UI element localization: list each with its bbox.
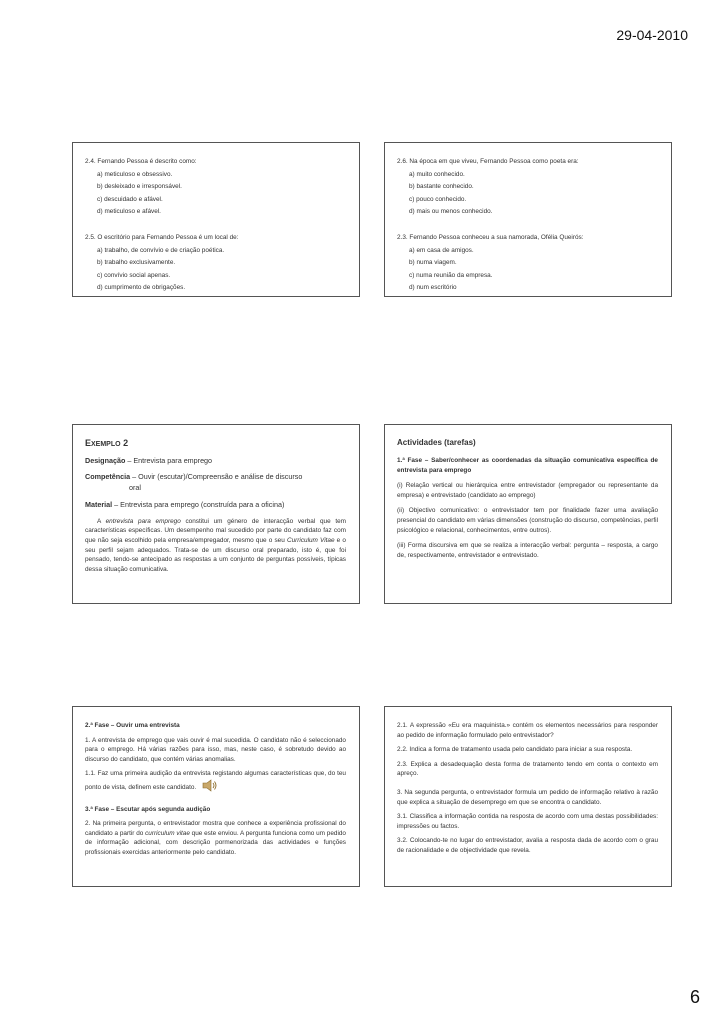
item-iii: (iii) Forma discursiva em que se realiza a interacção verbal: pergunta – resposta, a cargo de, respectivamente, entrevistador e entrevistado. <box>397 542 658 559</box>
option-b: b) numa viagem. <box>409 259 457 267</box>
item-i: (i) Relação vertical ou hierárquica entre entrevistador (empregador ou representante da empresa) e entrevistado (candidato ao emprego) <box>397 482 658 499</box>
description-paragraph: A entrevista para emprego constitui um género de interacção verbal que tem características específicas. Um desempenho mal sucedido por parte do candidato faz com que não seja escolhido pela empresa/empregador, mesmo que o seu Curriculum Vitae e o seu perfil sejam adequados. Trata-se de um discurso oral preparado, isto é, que foi pensado, tendo-se antecipado as respostas a um conjunto de perguntas possíveis, típicas dessa situação comunicativa. <box>85 517 346 573</box>
designacao-line: Designação – Entrevista para emprego <box>85 455 213 465</box>
option-c: c) pouco conhecido. <box>409 195 467 203</box>
question-2-4 <box>85 157 359 217</box>
question-2-2: 2.2. Indica a forma de tratamento usada pelo candidato para iniciar a sua resposta. <box>397 746 633 754</box>
option-b: b) desleixado e irresponsável. <box>97 183 182 191</box>
speaker-icon[interactable] <box>202 779 218 796</box>
phase-3-heading: 3.ª Fase – Escutar após segunda audição <box>85 805 211 813</box>
competencia-line: Competência – Ouvir (escutar)/Compreensão e análise de discurso oral <box>85 472 303 493</box>
option-c: c) descuidado e afável. <box>97 195 163 203</box>
option-a: a) muito conhecido. <box>409 170 465 178</box>
slide-questions-2-4-2-5 <box>72 142 360 297</box>
question-3-1: 3.1. Classifica a informação contida na resposta de acordo com uma destas possibilidades: impressões ou factos. <box>397 813 658 830</box>
material-line: Material – Entrevista para emprego (construída para a oficina) <box>85 499 285 509</box>
paragraph-1-1: 1.1. Faz uma primeira audição da entrevista registando algumas características que, do teu ponto de vista, definem este candidato. <box>85 769 346 795</box>
slide-questions-2-1-3-2 <box>384 706 672 887</box>
option-a: a) trabalho, de convívio e de criação poética. <box>97 246 225 254</box>
page-number: 6 <box>689 987 700 1007</box>
question-title: 2.3. Fernando Pessoa conheceu a sua namorada, Ofélia Queirós: <box>397 234 584 242</box>
option-a: a) em casa de amigos. <box>409 246 474 254</box>
option-b: b) trabalho exclusivamente. <box>97 259 176 267</box>
phase-1-heading: 1.ª Fase – Saber/conhecer as coordenadas da situação comunicativa específica de entrevista para emprego <box>397 457 658 474</box>
option-d: d) mais ou menos conhecido. <box>409 208 493 216</box>
slide-questions-2-6-2-3 <box>384 142 672 297</box>
slide-actividades <box>384 424 672 604</box>
question-2-3: 2.3. Explica a desadequação desta forma de tratamento tendo em conta o contexto em apreço. <box>397 760 658 778</box>
slide-title: Actividades (tarefas) <box>397 438 476 447</box>
header-date: 29-04-2010 <box>616 27 688 43</box>
question-title: 2.4. Fernando Pessoa é descrito como: <box>85 158 197 165</box>
item-ii: (ii) Objectivo comunicativo: o entrevistador tem por finalidade fazer uma avaliação presencial do candidato em várias dimensões (construção do discurso, competências, perfil psicológico e relacional, conhecimentos, entre outros). <box>397 507 658 534</box>
question-2-3 <box>397 233 671 293</box>
slide-fase-2-3 <box>72 706 360 887</box>
option-d: d) cumprimento de obrigações. <box>97 284 186 292</box>
paragraph-1: 1. A entrevista de emprego que vais ouvir é mal sucedida. O candidato não é seleccionado para o emprego. Há várias razões para isso, mas, neste caso, é sobretudo devido ao discurso do candidato, que contém várias anomalias. <box>85 736 346 763</box>
question-2-6 <box>397 157 671 217</box>
slide-exemplo-2 <box>72 424 360 604</box>
question-title: 2.6. Na época em que viveu, Fernando Pessoa como poeta era: <box>397 158 579 165</box>
question-2-1: 2.1. A expressão «Eu era maquinista.» contém os elementos necessários para responder ao pedido de informação formulado pelo entrevistador? <box>397 722 658 739</box>
slide-title: EXEMPLO 2 <box>85 438 129 448</box>
paragraph-2: 2. Na primeira pergunta, o entrevistador mostra que conhece a experiência profissional do candidato a partir do curriculum vitae que este enviou. A pergunta funciona como um pedido de informação adicional, com descrição pormenorizada das actividades e funções profissionais exercidas anteriormente pelo candidato. <box>85 820 346 857</box>
question-3: 3. Na segunda pergunta, o entrevistador formula um pedido de informação relativo à razão que explica a situação de desemprego em que se encontra o candidato. <box>397 789 658 806</box>
option-c: c) numa reunião da empresa. <box>409 271 493 279</box>
phase-2-heading: 2.ª Fase – Ouvir uma entrevista <box>85 722 180 729</box>
option-d: d) num escritório <box>409 284 457 292</box>
question-3-2: 3.2. Colocando-te no lugar do entrevistador, avalia a resposta dada de acordo com o grau de racionalidade e de objectividade que revela. <box>397 837 658 855</box>
question-title: 2.5. O escritório para Fernando Pessoa é um local de: <box>85 234 239 242</box>
option-d: d) meticuloso e afável. <box>97 208 161 216</box>
option-c: c) convívio social apenas. <box>97 271 171 279</box>
option-b: b) bastante conhecido. <box>409 183 474 191</box>
question-2-5 <box>85 233 359 293</box>
option-a: a) meticuloso e obsessivo. <box>97 170 173 178</box>
